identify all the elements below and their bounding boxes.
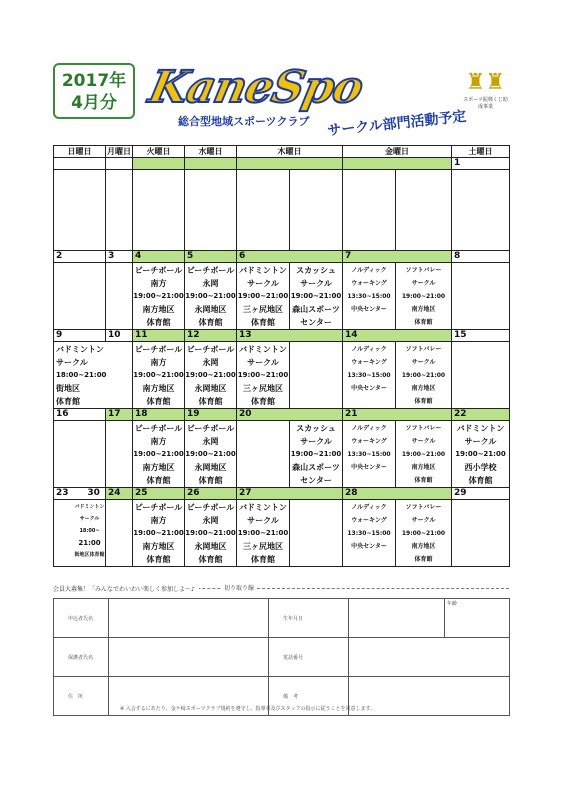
logo-text: KaneSpo — [144, 62, 368, 113]
date-cell: 9 — [54, 330, 106, 342]
recruit-text: 会員大募集！「みんなでわいわい楽しく参加しよ～♪ — [53, 586, 199, 593]
week-1-body — [54, 170, 510, 251]
date-cell: 8 — [452, 251, 510, 263]
week-2-body — [54, 263, 510, 330]
activity-entry: ノルディック ウォーキング 13:30~15:00 中央センター — [347, 267, 391, 313]
date-cell: 27 — [237, 488, 343, 500]
activity-entry: ビーチボール 永岡 19:00~21:00 永岡地区 体育館 — [185, 345, 236, 406]
birthdate-label: 生年月日 — [269, 599, 349, 638]
date-cell: 10 — [106, 330, 133, 342]
activity-entry: バドミントン サークル 19:00~21:00 三ヶ尻地区 体育館 — [237, 503, 289, 564]
activity-entry: バドミントン サークル 19:00~21:00 三ヶ尻地区 体育館 — [237, 345, 289, 406]
activity-entry: ソフトバレー サークル 19:00~21:00 南方地区 体育館 — [401, 346, 446, 405]
phone-field[interactable] — [349, 638, 510, 677]
date-cell: 13 — [237, 330, 343, 342]
activity-entry: ビーチボール 永岡 19:00~21:00 永岡地区 体育館 — [185, 424, 236, 485]
day-header: 月曜日 — [107, 147, 131, 156]
date-cell: 17 — [106, 409, 133, 421]
date-cell: 2 — [54, 251, 106, 263]
notes-label: 備 考 — [269, 677, 349, 716]
date-cell: 24 — [106, 488, 133, 500]
activity-entry: バドミントン サークル 18:00~ 21:00 街地区体育館 — [74, 504, 105, 558]
activity-entry: バドミントン サークル 19:00~21:00 三ヶ尻地区 体育館 — [237, 266, 289, 327]
activity-entry: バドミントン サークル 18:00~21:00 街地区 体育館 — [56, 345, 107, 406]
week-1-dates — [54, 158, 510, 170]
date-cell: 21 — [343, 409, 452, 421]
date-cell: 1 — [452, 158, 510, 170]
activity-entry: ビーチボール 南方 19:00~21:00 南方地区 体育館 — [133, 424, 184, 485]
guardian-label: 保護者氏名 — [54, 638, 109, 677]
activity-entry: スカッシュ サークル 19:00~21:00 森山スポーツ センター — [290, 266, 342, 327]
date-cell: 16 — [54, 409, 106, 421]
application-form — [53, 598, 510, 716]
week-4-dates — [54, 409, 510, 421]
birthdate-field[interactable] — [349, 599, 445, 638]
footnote: ※ 入会するにあたり、金ケ崎スポーツクラブ規約を遵守し、指導者及びスタッフの指示に従うことを同意します。 — [120, 706, 376, 712]
activity-entry: ビーチボール 永岡 19:00~21:00 永岡地区 体育館 — [185, 266, 236, 327]
activity-entry: ノルディック ウォーキング 13:30~15:00 中央センター — [347, 504, 391, 550]
activity-entry: スカッシュ サークル 19:00~21:00 森山スポーツ センター — [290, 424, 342, 485]
year-label: 2017年 — [61, 71, 127, 91]
week-3-body — [54, 342, 510, 409]
day-header: 金曜日 — [343, 146, 452, 158]
date-cell: 18 — [133, 409, 185, 421]
section-title: サークル部門活動予定 — [326, 108, 468, 140]
date-cell: 15 — [452, 330, 510, 342]
date-cell: 26 — [185, 488, 237, 500]
day-header: 水曜日 — [185, 146, 237, 158]
applicant-label: 申込者氏名 — [54, 599, 109, 638]
date-cell: 22 — [452, 409, 510, 421]
date-cell: 20 — [237, 409, 343, 421]
emblem-caption: スポーツ振興くじ助成事業 — [463, 97, 508, 110]
month-badge — [53, 63, 135, 119]
week-5-dates — [54, 488, 510, 500]
day-header: 日曜日 — [54, 146, 106, 158]
phone-label: 電話番号 — [269, 638, 349, 677]
month-label: 4月分 — [71, 93, 117, 113]
cut-line-label: 切り取り線 — [221, 583, 257, 592]
activity-entry: ビーチボール 永岡 19:00~21:00 永岡地区 体育館 — [185, 503, 236, 564]
date-cell: 29 — [452, 488, 510, 500]
day-header: 土曜日 — [452, 146, 510, 158]
week-4-body — [54, 421, 510, 488]
week-2-dates — [54, 251, 510, 263]
guardian-field[interactable] — [109, 638, 269, 677]
age-label: 年齢 — [447, 601, 458, 607]
applicant-field[interactable] — [109, 599, 269, 638]
activity-entry: ビーチボール 南方 19:00~21:00 南方地区 体育館 — [133, 266, 184, 327]
club-subtitle: 総合型地域スポーツクラブ — [178, 115, 310, 128]
date-cell: 14 — [343, 330, 452, 342]
date-cell: 30 — [87, 488, 100, 498]
date-cell: 28 — [343, 488, 452, 500]
date-cell: 5 — [185, 251, 237, 263]
age-field[interactable] — [445, 599, 510, 638]
date-cell: 4 — [133, 251, 185, 263]
activity-entry: ノルディック ウォーキング 13:30~15:00 中央センター — [347, 425, 391, 471]
date-cell: 23 — [56, 488, 69, 498]
address-label: 住 所 — [54, 677, 109, 716]
cut-line — [53, 584, 509, 593]
activity-entry: ビーチボール 南方 19:00~21:00 南方地区 体育館 — [133, 503, 184, 564]
date-cell: 25 — [133, 488, 185, 500]
day-header: 木曜日 — [237, 146, 343, 158]
week-5-body — [54, 500, 510, 567]
date-cell: 11 — [133, 330, 185, 342]
date-cell: 3 — [106, 251, 133, 263]
activity-entry: バドミントン サークル 19:00~21:00 西小学校 体育館 — [455, 424, 506, 485]
activity-entry: ソフトバレー サークル 19:00~21:00 南方地区 体育館 — [401, 267, 446, 326]
activity-entry: ノルディック ウォーキング 13:30~15:00 中央センター — [347, 346, 391, 392]
activity-entry: ソフトバレー サークル 19:00~21:00 南方地区 体育館 — [401, 425, 446, 484]
date-cell: 7 — [343, 251, 452, 263]
activity-entry: ビーチボール 南方 19:00~21:00 南方地区 体育館 — [133, 345, 184, 406]
date-cell: 6 — [237, 251, 343, 263]
date-cell: 12 — [185, 330, 237, 342]
date-cell: 19 — [185, 409, 237, 421]
day-header: 火曜日 — [133, 146, 185, 158]
sports-club-emblem-icon: ♜♜ スポーツ振興くじ助成事業 — [463, 70, 508, 110]
weekday-header — [54, 146, 510, 158]
activity-entry: ソフトバレー サークル 19:00~21:00 南方地区 体育館 — [401, 504, 446, 563]
activity-calendar — [53, 145, 510, 567]
week-3-dates — [54, 330, 510, 342]
